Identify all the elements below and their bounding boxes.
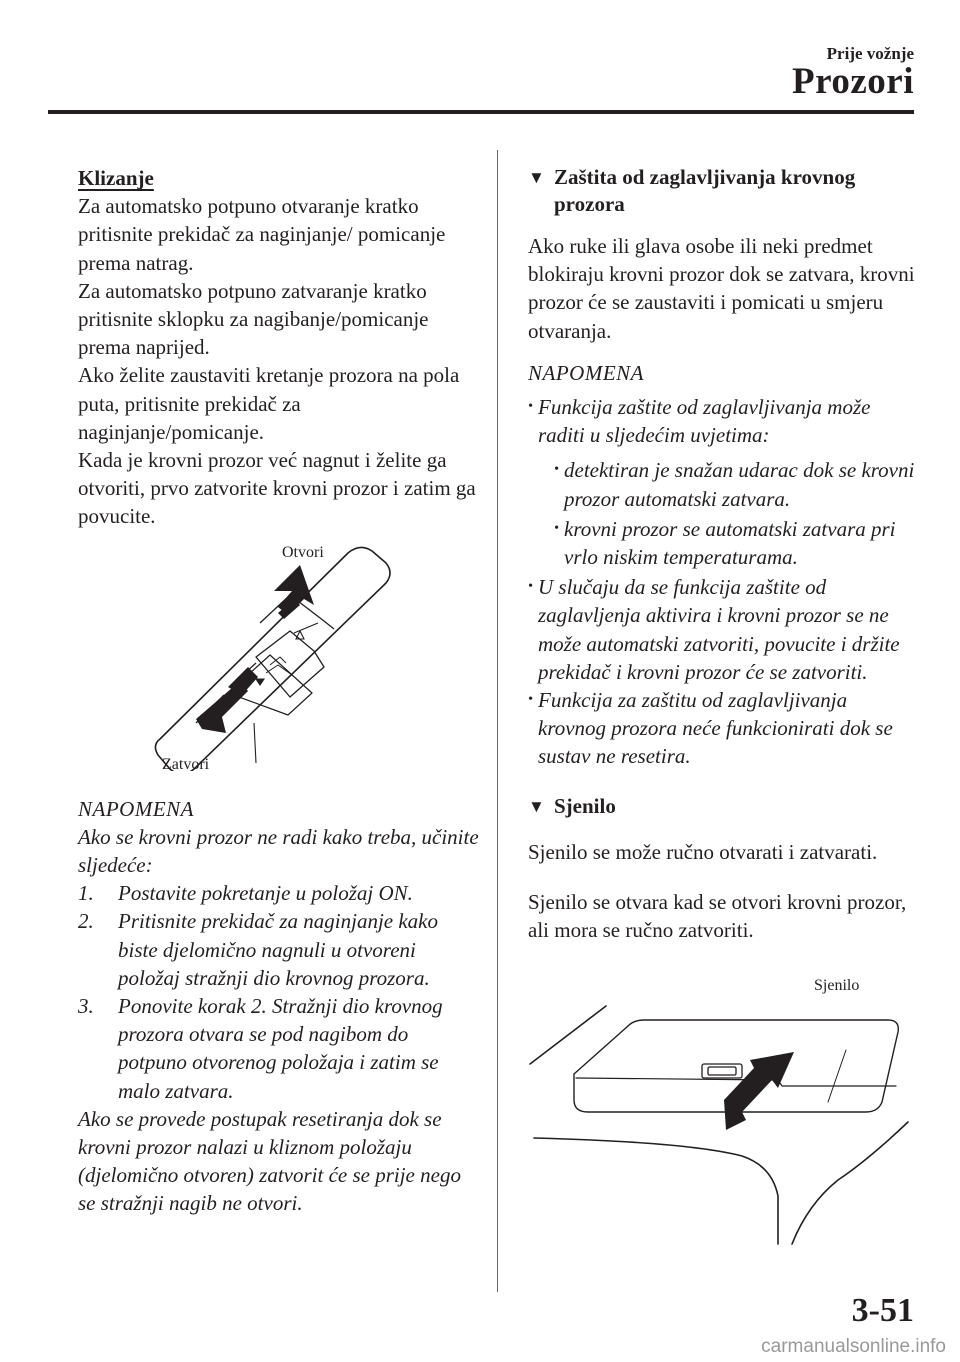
step-number: 1. xyxy=(78,881,94,906)
note-block xyxy=(78,795,480,1218)
note-bullets xyxy=(528,393,920,449)
bullet-text: Funkcija zaštite od zaglavljivanja može raditi u sljedećim uvjetima: xyxy=(538,395,871,448)
bullet-icon: • xyxy=(554,462,559,478)
sunshade-illustration xyxy=(528,952,920,1248)
list-item xyxy=(78,879,480,907)
right-column xyxy=(528,164,920,1248)
note-steps xyxy=(78,879,480,1105)
paragraph: Za automatsko potpuno otvaranje kratko pritisnite prekidač za naginjanje/ pomicanje prema natrag. xyxy=(78,194,446,275)
note-intro: Ako se krovni prozor ne radi kako treba, učinite sljedeće: xyxy=(78,824,479,878)
triangle-bullet-icon: ▼ xyxy=(528,168,545,187)
tilt-switch-figure xyxy=(78,533,480,771)
sunshade-figure xyxy=(528,952,920,1248)
bullet-text: Funkcija za zaštitu od zaglavljivanja krovnog prozora neće funkcionirati dok se sustav ne resetira. xyxy=(538,688,893,769)
step-number: 3. xyxy=(78,994,94,1019)
tilt-switch-illustration xyxy=(78,533,480,771)
list-item xyxy=(78,907,480,992)
note-outro: Ako se provede postupak resetiranja dok se krovni prozor nalazi u kliznom položaju (djelomično otvoren) zatvorit će se prije nego se stražnji nagib ne otvori. xyxy=(78,1106,461,1216)
label-close: Zatvori xyxy=(162,755,210,773)
bullet-text: U slučaju da se funkcija zaštite od zaglavljenja aktivira i krovni prozor se ne može automatski zatvoriti, povucite i držite prekidač i krovni prozor će se zatvoriti. xyxy=(538,575,900,684)
header-section: Prije vožnje xyxy=(826,44,914,63)
section-heading-text: Zaštita od zaglavljivanja krovnog prozora xyxy=(554,165,856,216)
bullet-text: krovni prozor se automatski zatvara pri vrlo niskim temperaturama. xyxy=(564,516,896,570)
page-title: Prozori xyxy=(792,61,914,102)
subheading-klizanje: Klizanje xyxy=(78,166,154,190)
paragraph: Ako želite zaustaviti kretanje prozora na pola puta, pritisnite prekidač za naginjanje/pomicanje. xyxy=(78,363,460,444)
list-item xyxy=(528,686,920,771)
paragraph: Kada je krovni prozor već nagnut i želite ga otvoriti, prvo zatvorite krovni prozor i zatim ga povucite. xyxy=(78,448,476,529)
bullet-icon: • xyxy=(528,399,533,415)
paragraph: Ako ruke ili glava osobe ili neki predmet blokiraju krovni prozor dok se zatvara, krovni prozor će se zaustaviti i pomicati u smjeru otvaranja. xyxy=(528,234,915,343)
step-number: 2. xyxy=(78,909,94,934)
bullet-icon: • xyxy=(528,579,533,595)
label-open: Otvori xyxy=(282,543,324,561)
note-title: NAPOMENA xyxy=(528,360,644,385)
note-sub-bullets xyxy=(528,456,920,571)
paragraph: Sjenilo se otvara kad se otvori krovni prozor, ali mora se ručno zatvoriti. xyxy=(528,889,907,943)
triangle-bullet-icon: ▼ xyxy=(528,796,545,816)
list-item xyxy=(554,456,920,512)
column-divider xyxy=(497,150,498,1292)
list-item xyxy=(528,393,920,449)
section-heading-sunshade xyxy=(528,793,920,820)
list-item xyxy=(528,573,920,686)
paragraph: Za automatsko potpuno zatvaranje kratko pritisnite sklopku za nagibanje/pomicanje prema naprijed. xyxy=(78,278,429,360)
note-title: NAPOMENA xyxy=(78,796,194,821)
bullet-icon: • xyxy=(528,692,533,708)
bullet-icon: • xyxy=(554,520,559,536)
list-item xyxy=(78,992,480,1105)
note-bullets xyxy=(528,573,920,770)
step-text: Pritisnite prekidač za naginjanje kako biste djelomično nagnuli u otvoreni položaj stražnji dio krovnog prozora. xyxy=(118,909,438,990)
paragraph: Sjenilo se može ručno otvarati i zatvarati. xyxy=(528,839,878,864)
bullet-text: detektiran je snažan udarac dok se krovni prozor automatski zatvara. xyxy=(564,458,915,511)
left-column xyxy=(78,164,480,1218)
page-number: 3-51 xyxy=(851,1292,914,1329)
step-text: Ponovite korak 2. Stražnji dio krovnog prozora otvara se pod nagibom do potpuno otvorenog položaja i zatim se malo zatvara. xyxy=(118,994,443,1103)
section-heading-text: Sjenilo xyxy=(554,793,616,818)
step-text: Postavite pokretanje u položaj ON. xyxy=(118,881,413,906)
label-sunshade: Sjenilo xyxy=(814,977,860,995)
watermark-link[interactable]: carmanualsonline.info xyxy=(761,1336,946,1357)
list-item xyxy=(554,515,920,571)
section-heading-anti-pinch xyxy=(528,164,920,218)
header-rule xyxy=(48,110,914,114)
